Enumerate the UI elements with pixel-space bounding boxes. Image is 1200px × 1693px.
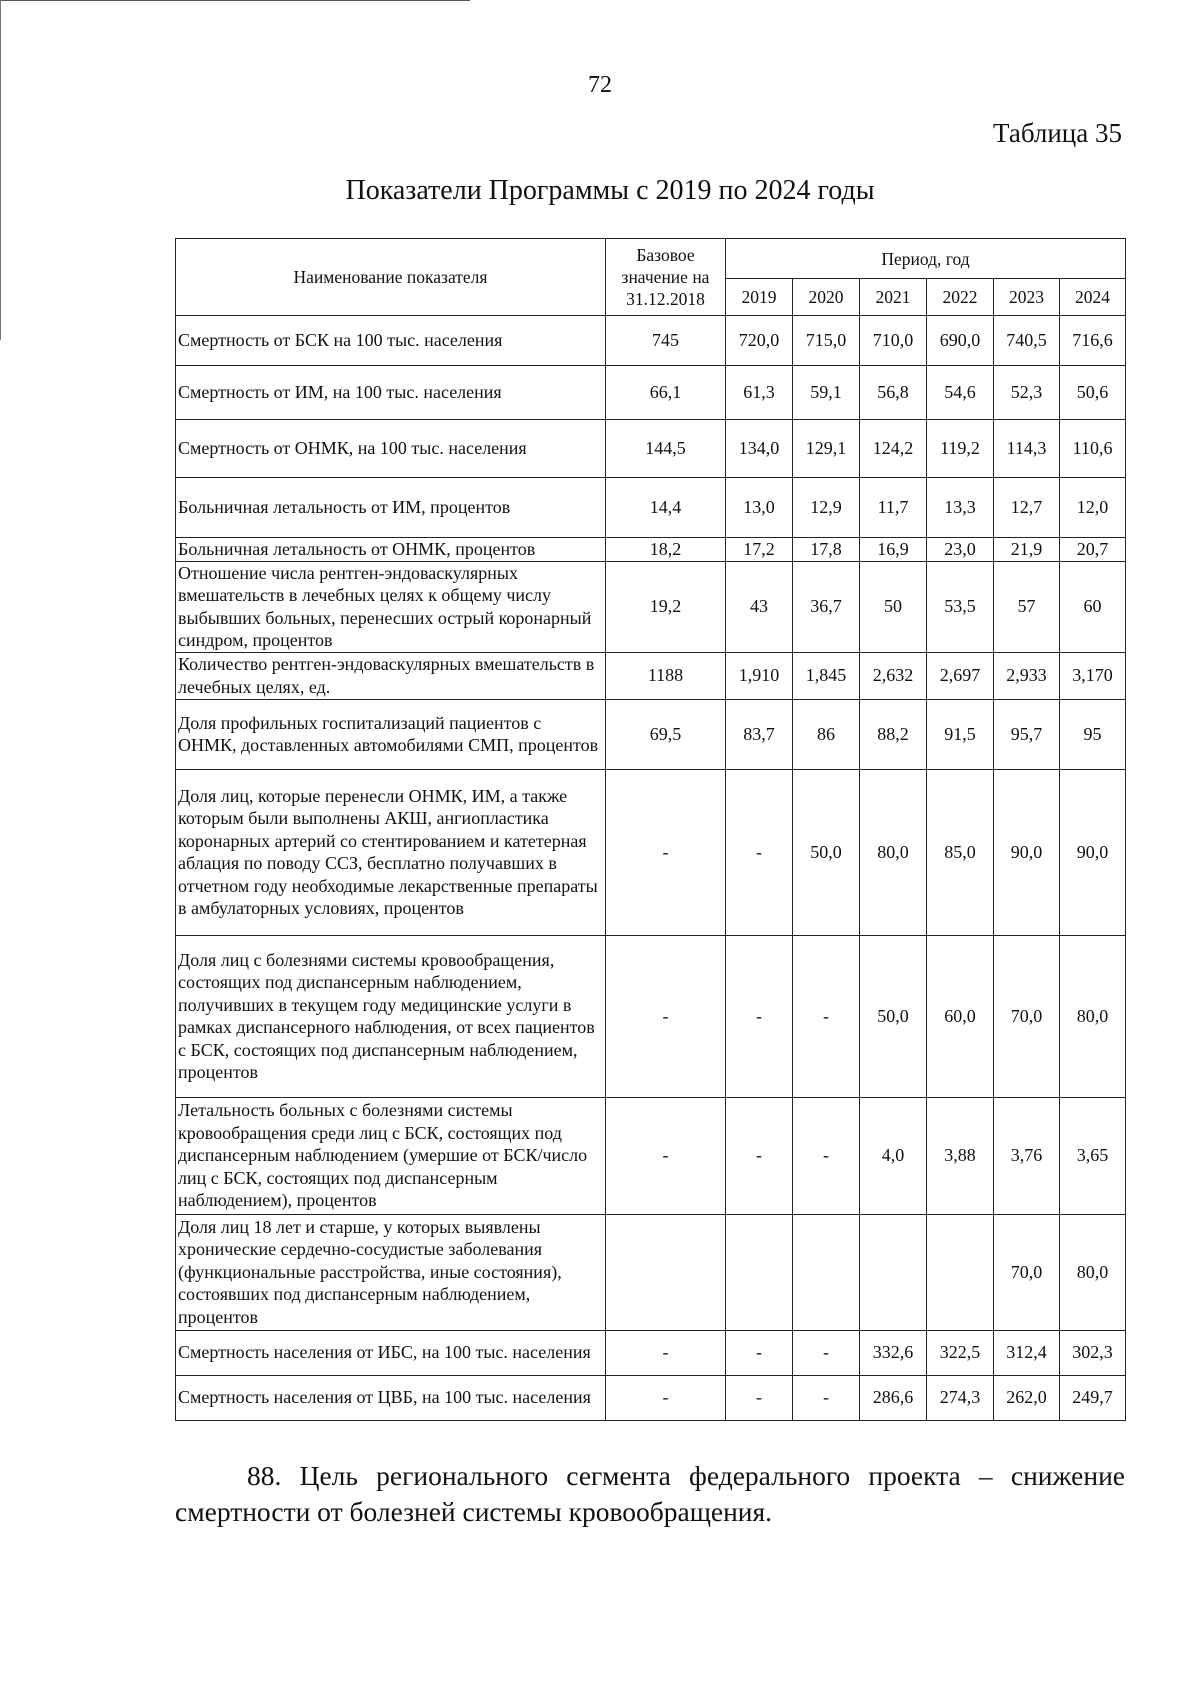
year-value-2020: 129,1 bbox=[793, 420, 860, 478]
year-value-2020: - bbox=[793, 1097, 860, 1214]
year-value-2019: 17,2 bbox=[726, 538, 793, 562]
year-value-2022: 690,0 bbox=[927, 316, 994, 366]
base-value: 1188 bbox=[606, 652, 726, 699]
scan-edge-left bbox=[0, 0, 1, 340]
base-value: 745 bbox=[606, 316, 726, 366]
year-value-2019: 1,910 bbox=[726, 652, 793, 699]
year-value-2024: 80,0 bbox=[1060, 1214, 1126, 1330]
year-value-2019: 134,0 bbox=[726, 420, 793, 478]
page-number: 72 bbox=[588, 72, 612, 98]
base-value: - bbox=[606, 935, 726, 1097]
year-value-2023: 2,933 bbox=[994, 652, 1060, 699]
table-row bbox=[176, 420, 1126, 478]
year-value-2022: 60,0 bbox=[927, 935, 994, 1097]
year-value-2024: 249,7 bbox=[1060, 1375, 1126, 1420]
indicator-name: Доля профильных госпитализаций пациентов с ОНМК, доставленных автомобилями СМП, процентов bbox=[176, 699, 606, 769]
year-value-2022: 2,697 bbox=[927, 652, 994, 699]
indicators-table bbox=[175, 238, 1126, 1421]
year-value-2022: 53,5 bbox=[927, 561, 994, 652]
table-row bbox=[176, 561, 1126, 652]
table-row bbox=[176, 1214, 1126, 1330]
year-value-2022: 13,3 bbox=[927, 478, 994, 538]
indicator-name: Смертность населения от ЦВБ, на 100 тыс. населения bbox=[176, 1375, 606, 1420]
year-value-2024: 716,6 bbox=[1060, 316, 1126, 366]
year-value-2019: - bbox=[726, 769, 793, 935]
year-value-2019: - bbox=[726, 1375, 793, 1420]
year-value-2019: 13,0 bbox=[726, 478, 793, 538]
year-value-2021: 16,9 bbox=[860, 538, 927, 562]
table-row bbox=[176, 366, 1126, 420]
year-value-2021: 80,0 bbox=[860, 769, 927, 935]
year-value-2020: 715,0 bbox=[793, 316, 860, 366]
year-value-2019: - bbox=[726, 935, 793, 1097]
year-value-2023: 312,4 bbox=[994, 1330, 1060, 1375]
year-value-2022: 85,0 bbox=[927, 769, 994, 935]
year-value-2024: 20,7 bbox=[1060, 538, 1126, 562]
table-row bbox=[176, 769, 1126, 935]
year-value-2024: 60 bbox=[1060, 561, 1126, 652]
year-value-2021: 2,632 bbox=[860, 652, 927, 699]
year-value-2022: 23,0 bbox=[927, 538, 994, 562]
year-value-2023: 90,0 bbox=[994, 769, 1060, 935]
indicator-name: Доля лиц с болезнями системы кровообращения, состоящих под диспансерным наблюдением, получивших в текущем году медицинские услуги в рамках диспансерного наблюдения, от всех пациентов с БСК, состоящих под диспансерным наблюдением, процентов bbox=[176, 935, 606, 1097]
year-value-2023: 262,0 bbox=[994, 1375, 1060, 1420]
year-value-2022: 274,3 bbox=[927, 1375, 994, 1420]
table-row bbox=[176, 1375, 1126, 1420]
header-year: 2019 bbox=[726, 279, 793, 316]
year-value-2020: 86 bbox=[793, 699, 860, 769]
year-value-2024: 3,65 bbox=[1060, 1097, 1126, 1214]
year-value-2024: 12,0 bbox=[1060, 478, 1126, 538]
year-value-2019: - bbox=[726, 1330, 793, 1375]
table-row bbox=[176, 935, 1126, 1097]
year-value-2023: 21,9 bbox=[994, 538, 1060, 562]
year-value-2024: 90,0 bbox=[1060, 769, 1126, 935]
table-row bbox=[176, 1330, 1126, 1375]
year-value-2020: - bbox=[793, 1330, 860, 1375]
year-value-2021: 332,6 bbox=[860, 1330, 927, 1375]
table-row bbox=[176, 316, 1126, 366]
year-value-2021: 4,0 bbox=[860, 1097, 927, 1214]
year-value-2023: 3,76 bbox=[994, 1097, 1060, 1214]
header-year: 2022 bbox=[927, 279, 994, 316]
year-value-2020: 50,0 bbox=[793, 769, 860, 935]
header-year: 2023 bbox=[994, 279, 1060, 316]
base-value: - bbox=[606, 1330, 726, 1375]
year-value-2020: - bbox=[793, 935, 860, 1097]
base-value: 69,5 bbox=[606, 699, 726, 769]
indicator-name: Доля лиц 18 лет и старше, у которых выявлены хронические сердечно-сосудистые заболевания (функциональные расстройства, иные состояния), состоявших под диспансерным наблюдением, процентов bbox=[176, 1214, 606, 1330]
year-value-2024: 50,6 bbox=[1060, 366, 1126, 420]
year-value-2023: 114,3 bbox=[994, 420, 1060, 478]
year-value-2020: 36,7 bbox=[793, 561, 860, 652]
base-value: 14,4 bbox=[606, 478, 726, 538]
year-value-2022: 3,88 bbox=[927, 1097, 994, 1214]
indicator-name: Доля лиц, которые перенесли ОНМК, ИМ, а также которым были выполнены АКШ, ангиопластика коронарных артерий со стентированием и катетерная аблация по поводу ССЗ, бесплатно получавших в отчетном году необходимые лекарственные препараты в амбулаторных условиях, процентов bbox=[176, 769, 606, 935]
year-value-2021: 124,2 bbox=[860, 420, 927, 478]
year-value-2023: 12,7 bbox=[994, 478, 1060, 538]
table-row bbox=[176, 1097, 1126, 1214]
year-value-2024: 80,0 bbox=[1060, 935, 1126, 1097]
year-value-2020: 12,9 bbox=[793, 478, 860, 538]
year-value-2022: 91,5 bbox=[927, 699, 994, 769]
table-row bbox=[176, 652, 1126, 699]
scan-edge-top bbox=[0, 0, 470, 1]
year-value-2020: - bbox=[793, 1375, 860, 1420]
base-value: - bbox=[606, 1097, 726, 1214]
base-value: 19,2 bbox=[606, 561, 726, 652]
year-value-2023: 52,3 bbox=[994, 366, 1060, 420]
base-value bbox=[606, 1214, 726, 1330]
indicator-name: Больничная летальность от ОНМК, процентов bbox=[176, 538, 606, 562]
table-title: Показатели Программы с 2019 по 2024 годы bbox=[345, 175, 875, 206]
year-value-2023: 70,0 bbox=[994, 1214, 1060, 1330]
header-period: Период, год bbox=[726, 239, 1126, 279]
year-value-2019: - bbox=[726, 1097, 793, 1214]
year-value-2020: 1,845 bbox=[793, 652, 860, 699]
year-value-2023: 95,7 bbox=[994, 699, 1060, 769]
indicator-name: Смертность населения от ИБС, на 100 тыс. населения bbox=[176, 1330, 606, 1375]
table-caption: Таблица 35 bbox=[993, 118, 1122, 148]
year-value-2021 bbox=[860, 1214, 927, 1330]
header-year: 2021 bbox=[860, 279, 927, 316]
base-value: 66,1 bbox=[606, 366, 726, 420]
year-value-2024: 110,6 bbox=[1060, 420, 1126, 478]
table-row bbox=[176, 699, 1126, 769]
body-paragraph: 88. Цель регионального сегмента федерального проекта – снижение смертности от болезней системы кровообращения. bbox=[175, 1460, 1125, 1527]
year-value-2020: 59,1 bbox=[793, 366, 860, 420]
base-value: 144,5 bbox=[606, 420, 726, 478]
year-value-2024: 95 bbox=[1060, 699, 1126, 769]
header-indicator-name: Наименование показателя bbox=[176, 239, 606, 316]
year-value-2021: 11,7 bbox=[860, 478, 927, 538]
year-value-2023: 57 bbox=[994, 561, 1060, 652]
year-value-2022: 322,5 bbox=[927, 1330, 994, 1375]
year-value-2019: 720,0 bbox=[726, 316, 793, 366]
indicator-name: Летальность больных с болезнями системы кровообращения среди лиц с БСК, состоящих под диспансерным наблюдением (умершие от БСК/число лиц с БСК, состоящих под диспансерным наблюдением), процентов bbox=[176, 1097, 606, 1214]
indicator-name: Смертность от ОНМК, на 100 тыс. населения bbox=[176, 420, 606, 478]
year-value-2021: 286,6 bbox=[860, 1375, 927, 1420]
header-base-value: Базовое значение на 31.12.2018 bbox=[606, 239, 726, 316]
year-value-2024: 302,3 bbox=[1060, 1330, 1126, 1375]
year-value-2019: 61,3 bbox=[726, 366, 793, 420]
year-value-2021: 88,2 bbox=[860, 699, 927, 769]
year-value-2019: 83,7 bbox=[726, 699, 793, 769]
year-value-2024: 3,170 bbox=[1060, 652, 1126, 699]
table-row bbox=[176, 478, 1126, 538]
base-value: 18,2 bbox=[606, 538, 726, 562]
table-row bbox=[176, 538, 1126, 562]
year-value-2021: 56,8 bbox=[860, 366, 927, 420]
indicator-name: Больничная летальность от ИМ, процентов bbox=[176, 478, 606, 538]
base-value: - bbox=[606, 769, 726, 935]
indicator-name: Отношение числа рентген-эндоваскулярных вмешательств в лечебных целях к общему числу выбывших больных, перенесших острый коронарный синдром, процентов bbox=[176, 561, 606, 652]
indicator-name: Смертность от БСК на 100 тыс. населения bbox=[176, 316, 606, 366]
year-value-2022: 54,6 bbox=[927, 366, 994, 420]
year-value-2022 bbox=[927, 1214, 994, 1330]
header-year: 2024 bbox=[1060, 279, 1126, 316]
year-value-2023: 70,0 bbox=[994, 935, 1060, 1097]
indicator-name: Смертность от ИМ, на 100 тыс. населения bbox=[176, 366, 606, 420]
year-value-2021: 50,0 bbox=[860, 935, 927, 1097]
year-value-2019 bbox=[726, 1214, 793, 1330]
year-value-2021: 50 bbox=[860, 561, 927, 652]
year-value-2023: 740,5 bbox=[994, 316, 1060, 366]
year-value-2019: 43 bbox=[726, 561, 793, 652]
year-value-2021: 710,0 bbox=[860, 316, 927, 366]
header-year: 2020 bbox=[793, 279, 860, 316]
year-value-2020 bbox=[793, 1214, 860, 1330]
year-value-2022: 119,2 bbox=[927, 420, 994, 478]
base-value: - bbox=[606, 1375, 726, 1420]
year-value-2020: 17,8 bbox=[793, 538, 860, 562]
indicator-name: Количество рентген-эндоваскулярных вмешательств в лечебных целях, ед. bbox=[176, 652, 606, 699]
